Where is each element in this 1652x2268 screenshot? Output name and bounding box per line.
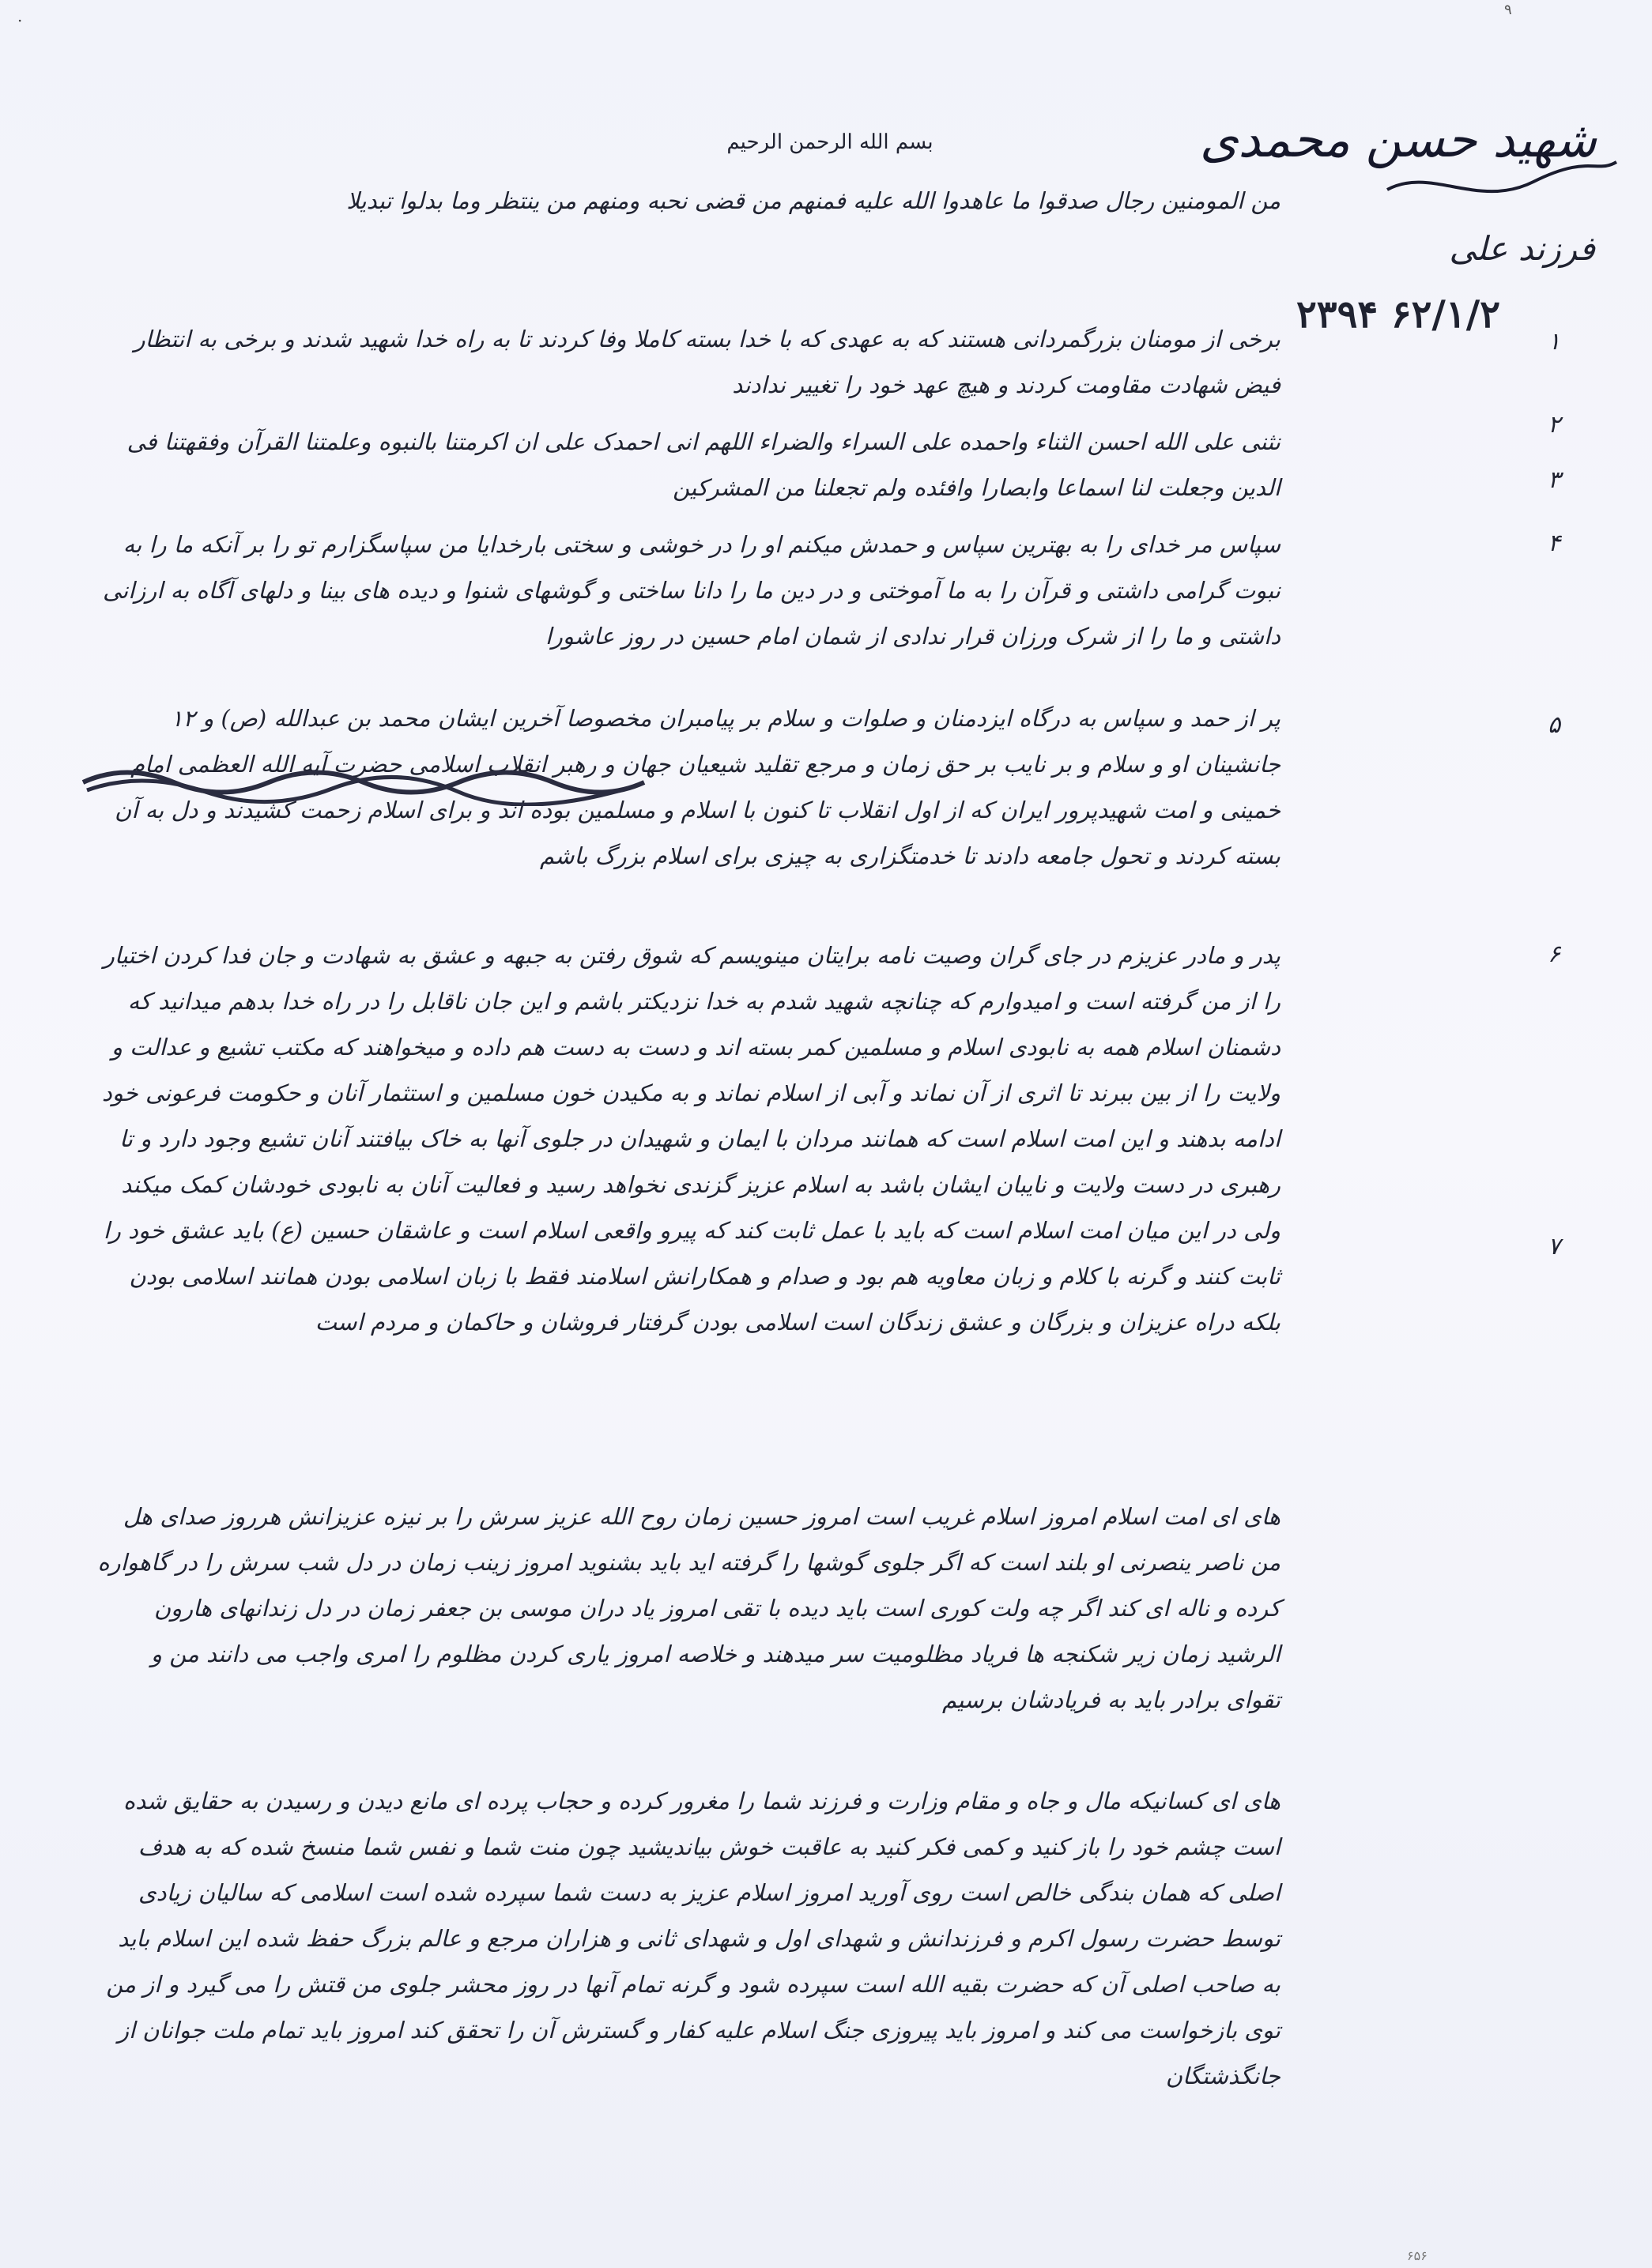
father-name: فرزند علی [1449, 229, 1595, 268]
arabic-prayer-paragraph: نثنی علی الله احسن الثناء واحمده علی السراء والضراء اللهم انی احمدک علی ان اکرمتنا بالنبوه وعلمتنا القرآن وفقهتنا فی الدین وجعلت لنا اسماعا وابصارا وافئده ولم تجعلنا من المشرکین [126, 428, 1280, 501]
quran-verse-paragraph: من المومنین رجال صدقوا ما عاهدوا الله علیه فمنهم من قضی نحبه ومنهم من ینتظر وما بدلوا تبدیلا [346, 187, 1280, 214]
translation-paragraph: برخی از مومنان بزرگمردانی هستند که به عهدی که با خدا بسته کاملا وفا کردند تا به راه خدا شهید شدند و برخی به انتظار فیض شهادت مقاومت کردند و هیچ عهد خود را تغییر ندادند [134, 326, 1280, 398]
margin-number: ۲ [1548, 411, 1561, 439]
martyr-name: شهید حسن محمدی [1199, 111, 1597, 168]
page-number: ۹ [1504, 2, 1512, 18]
bottom-mark: ۶۵۶ [1407, 2248, 1428, 2263]
closing-paragraph: های ای کسانیکه مال و جاه و مقام وزارت و فرزند شما را مغرور کرده و حجاب پرده ای مانع دیدن و رسیدن به حقایق شده است چشم خود را باز کنید و کمی فکر کنید به عاقبت خوش بیاندیشید چون منت شما و نفس شما منسخ شده که به هدف اصلی که همان بندگی خالص است روی آورید امروز اسلام عزیز به دست شما سپرده شده است اسلامی که سالیان زیادی توسط حضرت رسول اکرم و فرزندانش و شهدای اول و شهدای ثانی و هزاران مرجع و عالم بزرگ حفظ شده این اسلام باید به صاحب اصلی آن که حضرت بقیه الله است سپرده شود و گرنه تمام آنها در روز محشر جلوی من قتش را می گیرد و از من توی بازخواست می کند و امروز باید پیروزی جنگ اسلام علیه کفار و گسترش آن را تحقق کند امروز باید تمام ملت جوانان از جانگذشتگان [106, 1788, 1280, 2089]
bismillah-heading: بسم الله الرحمن الرحیم [726, 130, 933, 154]
margin-number: ۵ [1548, 711, 1561, 739]
margin-number: ۴ [1548, 529, 1561, 557]
name-underline-flourish [1383, 158, 1620, 213]
corner-mark: · [17, 11, 23, 30]
margin-number: ۱ [1548, 328, 1561, 356]
salutation-paragraph: پر از حمد و سپاس به درگاه ایزدمنان و صلوات و سلام بر پیامبران مخصوصا آخرین ایشان محمد بن عبدالله (ص) و ۱۲ جانشینان او و سلام و بر نایب بر حق زمان و مرجع تقلید شیعیان جهان و رهبر انقلاب اسلامی حضرت آیه الله العظمی امام خمینی و امت شهیدپرور ایران که از اول انقلاب تا کنون با اسلام و مسلمین بوده اند و برای اسلام زحمت کشیدند و دل به آن بسته کردند و تحول جامعه دادند تا خدمتگزاری به چیزی برای اسلام بزرگ باشم [115, 705, 1280, 869]
praise-paragraph: سپاس مر خدای را به بهترین سپاس و حمدش میکنم او را در خوشی و سختی بارخدایا من سپاسگزارم تو را بر آنکه ما را به نبوت گرامی داشتی و قرآن را به ما آموختی و در دین ما را دانا ساختی و گوشهای شنوا و دیده های بینا و دلهای آگاه به ارزانی داشتی و ما را از شرک ورزان قرار ندادی از شمان امام حسین در روز عاشورا [103, 531, 1280, 650]
date-code: ۲۳۹۴ ۶۲/۱/۲ [1296, 292, 1501, 337]
margin-number: ۷ [1548, 1233, 1561, 1260]
margin-number: ۳ [1548, 466, 1561, 494]
crossed-out-scribble [79, 759, 648, 806]
margin-number: ۶ [1548, 940, 1561, 968]
ummah-paragraph: های ای امت اسلام امروز اسلام غریب است امروز حسین زمان روح الله عزیز سرش را بر نیزه عزیزانش هرروز صدای هل من ناصر ینصرنی او بلند است که اگر جلوی گوشها را گرفته اید باید بشنوید امروز زینب زمان در دل شب سرش را در گاهواره کرده و ناله ای کند اگر چه ولت کوری است باید دیده با تقی امروز یاد دران موسی بن جعفر زمان در دل زندانهای هارون الرشید زمان زیر شکنجه ها فریاد مظلومیت سر میدهند و خلاصه امروز یاری کردن مظلوم را امری واجب می دانند من و تقوای برادر باید به فریادشان برسیم [97, 1503, 1280, 1713]
parents-paragraph: پدر و مادر عزیزم در جای گران وصیت نامه برایتان مینویسم که شوق رفتن به جبهه و عشق به شهادت و جان فدا کردن اختیار را از من گرفته است و امیدوارم که چنانچه شهید شدم به خدا نزدیکتر باشم و این جان ناقابل را در راه خدا بدهم میدانید که دشمنان اسلام همه به نابودی اسلام و مسلمین کمر بسته اند و دست به دست هم داده و میخواهند که مکتب تشیع و عدالت و ولایت را از بین ببرند تا اثری از آن نماند و آبی از اسلام نماند و به مکیدن خون مسلمین و استثمار آنان و حکومت فرعونی خود ادامه بدهند و این امت اسلام است که همانند مردان با ایمان و شهیدان در جلوی آنها به خاک بیافتند آنان تشیع وجود دارد و تا رهبری در دست ولایت و نایبان ایشان باشد به اسلام عزیز گزندی نخواهد رسید و فعالیت آنان به نابودی خودشان کمک میکند ولی در این میان امت اسلام است که باید با عمل ثابت کند که پیرو واقعی اسلام است و عاشقان حسین (ع) باید عشق خود را ثابت کنند و گرنه با کلام و زبان معاویه هم بود و صدام و همکارانش اسلامند فقط با زبان اسلامی بودن همانند اسلامی بودن بلکه دراه عزیزان و بزرگان و عشق زندگان است اسلامی بودن گرفتار فروشان و حاکمان و مردم است [101, 942, 1280, 1336]
